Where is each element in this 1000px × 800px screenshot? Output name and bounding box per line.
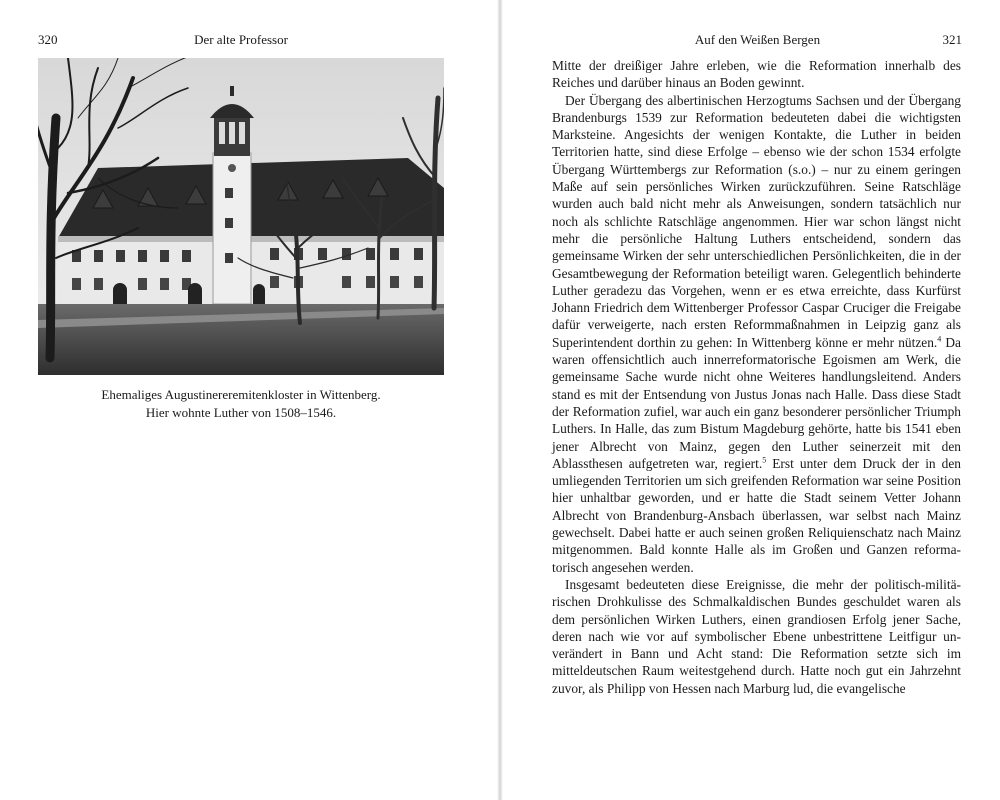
text-run: Insgesamt bedeuteten diese Ereignisse, die mehr der politisch-militärischen Drohkulisse des Schmalkaldischen Bundes geschuldet waren als dem persönlichen Wirken Luthers, einen grandiosen Erfolg jener Sache, deren nach wie vor auf symbolischer Ebene unbestrittene Leitfigur unverändert in Bann und Acht stand: Die Reformation setzte sich im mitteldeutschen Raum weitestgehend durch. Hatte noch gut ein Jahrzehnt zuvor, als Philipp von Hessen nach Marburg lud, die evangelische (552, 576, 961, 696)
footnote-marker: 4 (937, 334, 942, 344)
left-page-header (38, 31, 444, 49)
text-run: Mitte der dreißiger Jahre erleben, wie die Reformation innerhalb des Reiches und darüber hinaus an Boden gewinnt. (552, 58, 961, 91)
paragraph (552, 57, 961, 92)
caption-line: Hier wohnte Luther von 1508–1546. (145, 405, 337, 420)
photo-augustinian-monastery-wittenberg-icon (38, 58, 444, 375)
figure-caption (38, 386, 444, 422)
page-number-right: 321 (942, 32, 962, 47)
paragraph (552, 92, 961, 576)
right-page-header (553, 31, 962, 49)
running-title-right: Auf den Weißen Bergen (694, 32, 821, 47)
running-title-left: Der alte Professor (194, 32, 288, 47)
text-run: Der Übergang des albertinischen Herzogtums Sachsen und der Übergang Brandenburgs 1539 zur Reformation bedeuteten dabei die wichtigsten Marksteine. Angesichts der wenigen Kontakte, die Luther in beiden Territorien hatte, sind diese Erfolge – ebenso wie der schon 1534 erfolgte Übergang Württembergs zur Reformation (s.o.) – nur zu einem geringen Maße auf sein persönliches Wirken zurückzuführen. Seine Ratschläge wurden auch bald nicht mehr als Anweisungen, sondern tatsächlich nur noch als schlichte Ratschläge angenommen. Hier war schon längst nicht mehr die persönliche Haltung Luthers entscheidend, sondern das gemeinsame Wirken der sehr unterschiedlichen Persönlichkeiten, die in der Gesamtbewegung der Reformation beteiligt waren. Gelegentlich behinderte Luther geradezu das Vorgehen, wenn er es etwa erreichte, dass Kurfürst Johann Friedrich dem Wittenberger Professor Caspar Cruciger die Freigabe dafür verweigerte, nach ersten Reformmaßnahmen in Leipzig ganz als Superintendent dorthin zu gehen: In Wittenberg könne er mehr nützen. (552, 92, 961, 350)
text-run: Erst unter dem Druck der in den umliegenden Territorien um sich greifenden Reformation war seine Position hier unhaltbar geworden, und er hatte die Stadt seinem Vetter Johann Albrecht von Brandenburg-Ansbach überlassen, war selbst nach Mainz gewechselt. Dabei hatte er auch seinen großen Reliquienschatz nach Mainz mitgenommen. Bald konnte Halle als im Großen und Ganzen reformatorisch angesehen werden. (552, 455, 961, 575)
footnote-marker: 5 (762, 455, 767, 465)
left-page (0, 0, 499, 800)
page-number-left: 320 (38, 32, 58, 47)
text-run: Da waren offensichtlich auch innerreformatorische Egoismen am Werk, die gemeinsame Sache wurde nicht ohne Weiteres handlungsleitend. Anders stand es mit der Entsendung von Justus Jonas nach Halle. Dass diese Stadt der Reformation zufiel, war auch ein ganz besonderer persönlicher Triumph Luthers. In Halle, das zum Bistum Magdeburg gehörte, hatte bis 1541 eben jener Albrecht von Mainz, gegen den Luther seinerzeit mit den Ablassthesen aufgetreten war, regiert. (552, 334, 961, 471)
body-text (552, 57, 961, 697)
monastery-photo (38, 58, 444, 375)
caption-line: Ehemaliges Augustinereremitenkloster in Wittenberg. (101, 387, 381, 402)
paragraph (552, 576, 961, 697)
